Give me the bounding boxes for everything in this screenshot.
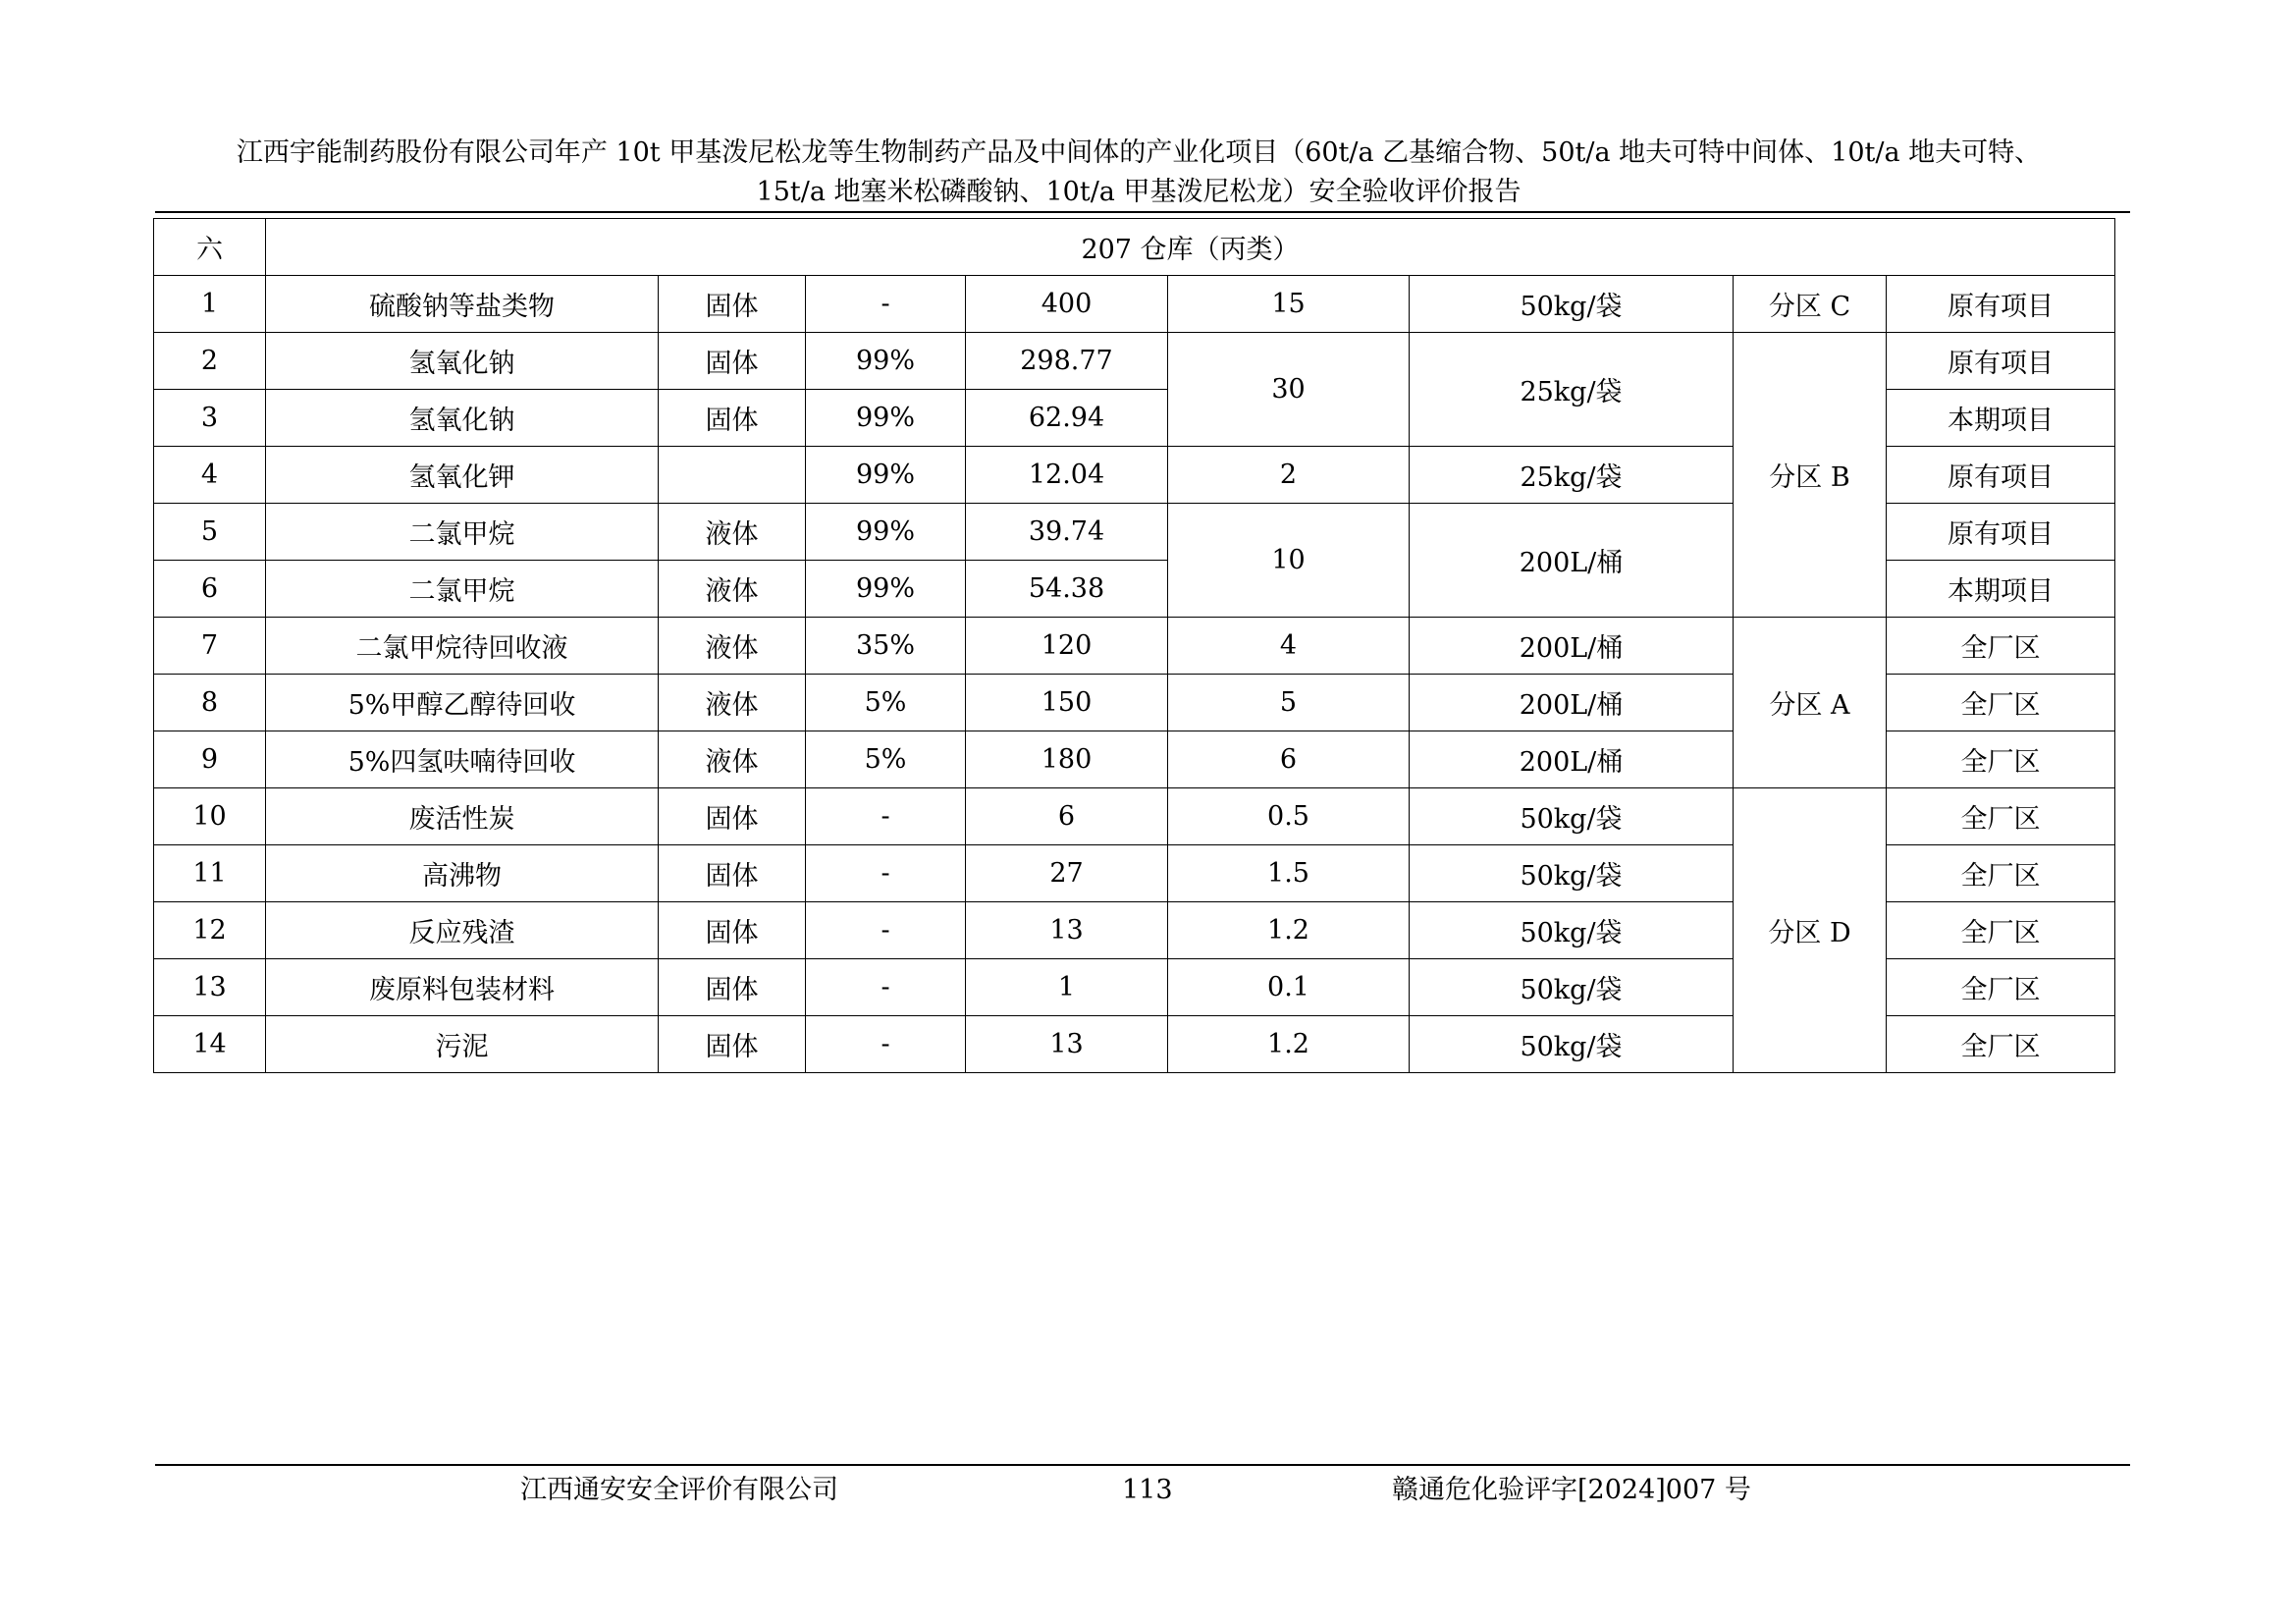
material-name: 污泥 xyxy=(266,1016,659,1073)
material-name: 二氯甲烷 xyxy=(266,561,659,618)
quantity: 6 xyxy=(966,788,1168,845)
section-title: 207 仓库（丙类） xyxy=(266,219,2115,276)
project-source: 全厂区 xyxy=(1887,788,2115,845)
package-spec: 50kg/袋 xyxy=(1410,845,1734,902)
project-source: 本期项目 xyxy=(1887,390,2115,447)
project-source: 原有项目 xyxy=(1887,333,2115,390)
package-spec: 50kg/袋 xyxy=(1410,1016,1734,1073)
inventory-table xyxy=(153,218,2115,1073)
physical-state: 固体 xyxy=(659,333,806,390)
row-number: 9 xyxy=(154,731,266,788)
project-source: 全厂区 xyxy=(1887,959,2115,1016)
physical-state: 固体 xyxy=(659,902,806,959)
quantity: 1 xyxy=(966,959,1168,1016)
material-name: 5%甲醇乙醇待回收 xyxy=(266,675,659,731)
quantity: 62.94 xyxy=(966,390,1168,447)
physical-state: 固体 xyxy=(659,1016,806,1073)
row-number: 5 xyxy=(154,504,266,561)
concentration: - xyxy=(806,788,966,845)
max-storage: 1.5 xyxy=(1168,845,1410,902)
table-row xyxy=(154,333,2115,390)
max-storage: 5 xyxy=(1168,675,1410,731)
row-number: 1 xyxy=(154,276,266,333)
quantity: 27 xyxy=(966,845,1168,902)
row-number: 7 xyxy=(154,618,266,675)
concentration: 5% xyxy=(806,731,966,788)
max-storage: 0.1 xyxy=(1168,959,1410,1016)
material-name: 二氯甲烷待回收液 xyxy=(266,618,659,675)
package-spec: 50kg/袋 xyxy=(1410,902,1734,959)
concentration: - xyxy=(806,959,966,1016)
physical-state xyxy=(659,447,806,504)
max-storage: 1.2 xyxy=(1168,1016,1410,1073)
package-spec: 50kg/袋 xyxy=(1410,788,1734,845)
package-spec: 200L/桶 xyxy=(1410,504,1734,618)
physical-state: 液体 xyxy=(659,731,806,788)
row-number: 3 xyxy=(154,390,266,447)
material-name: 高沸物 xyxy=(266,845,659,902)
package-spec: 200L/桶 xyxy=(1410,618,1734,675)
physical-state: 固体 xyxy=(659,390,806,447)
storage-zone: 分区 B xyxy=(1734,333,1887,618)
project-source: 原有项目 xyxy=(1887,276,2115,333)
report-header xyxy=(147,134,2130,212)
max-storage: 4 xyxy=(1168,618,1410,675)
row-number: 2 xyxy=(154,333,266,390)
material-name: 废活性炭 xyxy=(266,788,659,845)
physical-state: 固体 xyxy=(659,959,806,1016)
material-name: 氢氧化钾 xyxy=(266,447,659,504)
footer-company: 江西通安安全评价有限公司 xyxy=(520,1475,838,1505)
report-title-line-2: 15t/a 地塞米松磷酸钠、10t/a 甲基泼尼松龙）安全验收评价报告 xyxy=(756,177,1522,207)
project-source: 全厂区 xyxy=(1887,618,2115,675)
physical-state: 液体 xyxy=(659,618,806,675)
concentration: 99% xyxy=(806,333,966,390)
max-storage: 15 xyxy=(1168,276,1410,333)
quantity: 298.77 xyxy=(966,333,1168,390)
physical-state: 液体 xyxy=(659,504,806,561)
material-name: 氢氧化钠 xyxy=(266,333,659,390)
project-source: 全厂区 xyxy=(1887,675,2115,731)
row-number: 4 xyxy=(154,447,266,504)
project-source: 全厂区 xyxy=(1887,902,2115,959)
package-spec: 50kg/袋 xyxy=(1410,959,1734,1016)
material-name: 反应残渣 xyxy=(266,902,659,959)
physical-state: 固体 xyxy=(659,788,806,845)
max-storage: 6 xyxy=(1168,731,1410,788)
row-number: 13 xyxy=(154,959,266,1016)
material-name: 废原料包装材料 xyxy=(266,959,659,1016)
project-source: 全厂区 xyxy=(1887,731,2115,788)
package-spec: 200L/桶 xyxy=(1410,731,1734,788)
physical-state: 固体 xyxy=(659,276,806,333)
material-name: 硫酸钠等盐类物 xyxy=(266,276,659,333)
section-number: 六 xyxy=(154,219,266,276)
row-number: 14 xyxy=(154,1016,266,1073)
package-spec: 25kg/袋 xyxy=(1410,447,1734,504)
footer-rule xyxy=(155,1464,2130,1466)
row-number: 8 xyxy=(154,675,266,731)
concentration: 99% xyxy=(806,390,966,447)
storage-zone: 分区 C xyxy=(1734,276,1887,333)
concentration: - xyxy=(806,902,966,959)
concentration: - xyxy=(806,1016,966,1073)
concentration: 99% xyxy=(806,504,966,561)
quantity: 120 xyxy=(966,618,1168,675)
project-source: 全厂区 xyxy=(1887,1016,2115,1073)
row-number: 11 xyxy=(154,845,266,902)
max-storage: 1.2 xyxy=(1168,902,1410,959)
header-rule xyxy=(155,211,2130,213)
package-spec: 25kg/袋 xyxy=(1410,333,1734,447)
concentration: 35% xyxy=(806,618,966,675)
report-code: 赣通危化验评字[2024]007 号 xyxy=(1392,1475,1751,1505)
material-name: 二氯甲烷 xyxy=(266,504,659,561)
concentration: - xyxy=(806,845,966,902)
report-title-line-1: 江西宇能制药股份有限公司年产 10t 甲基泼尼松龙等生物制药产品及中间体的产业化项目（60t/a 乙基缩合物、50t/a 地夫可特中间体、10t/a 地夫可特、 xyxy=(236,137,2042,168)
physical-state: 液体 xyxy=(659,561,806,618)
project-source: 全厂区 xyxy=(1887,845,2115,902)
storage-zone: 分区 A xyxy=(1734,618,1887,788)
table-row xyxy=(154,276,2115,333)
physical-state: 固体 xyxy=(659,845,806,902)
quantity: 54.38 xyxy=(966,561,1168,618)
concentration: - xyxy=(806,276,966,333)
project-source: 原有项目 xyxy=(1887,447,2115,504)
quantity: 400 xyxy=(966,276,1168,333)
material-name: 5%四氢呋喃待回收 xyxy=(266,731,659,788)
max-storage: 2 xyxy=(1168,447,1410,504)
page-number: 113 xyxy=(1122,1475,1173,1505)
row-number: 12 xyxy=(154,902,266,959)
storage-zone: 分区 D xyxy=(1734,788,1887,1073)
section-row xyxy=(154,219,2115,276)
concentration: 99% xyxy=(806,561,966,618)
row-number: 10 xyxy=(154,788,266,845)
concentration: 5% xyxy=(806,675,966,731)
physical-state: 液体 xyxy=(659,675,806,731)
quantity: 180 xyxy=(966,731,1168,788)
quantity: 13 xyxy=(966,1016,1168,1073)
material-name: 氢氧化钠 xyxy=(266,390,659,447)
max-storage: 0.5 xyxy=(1168,788,1410,845)
project-source: 原有项目 xyxy=(1887,504,2115,561)
table-row xyxy=(154,618,2115,675)
quantity: 39.74 xyxy=(966,504,1168,561)
quantity: 150 xyxy=(966,675,1168,731)
row-number: 6 xyxy=(154,561,266,618)
concentration: 99% xyxy=(806,447,966,504)
package-spec: 200L/桶 xyxy=(1410,675,1734,731)
quantity: 12.04 xyxy=(966,447,1168,504)
table-row xyxy=(154,788,2115,845)
package-spec: 50kg/袋 xyxy=(1410,276,1734,333)
max-storage: 30 xyxy=(1168,333,1410,447)
quantity: 13 xyxy=(966,902,1168,959)
project-source: 本期项目 xyxy=(1887,561,2115,618)
max-storage: 10 xyxy=(1168,504,1410,618)
